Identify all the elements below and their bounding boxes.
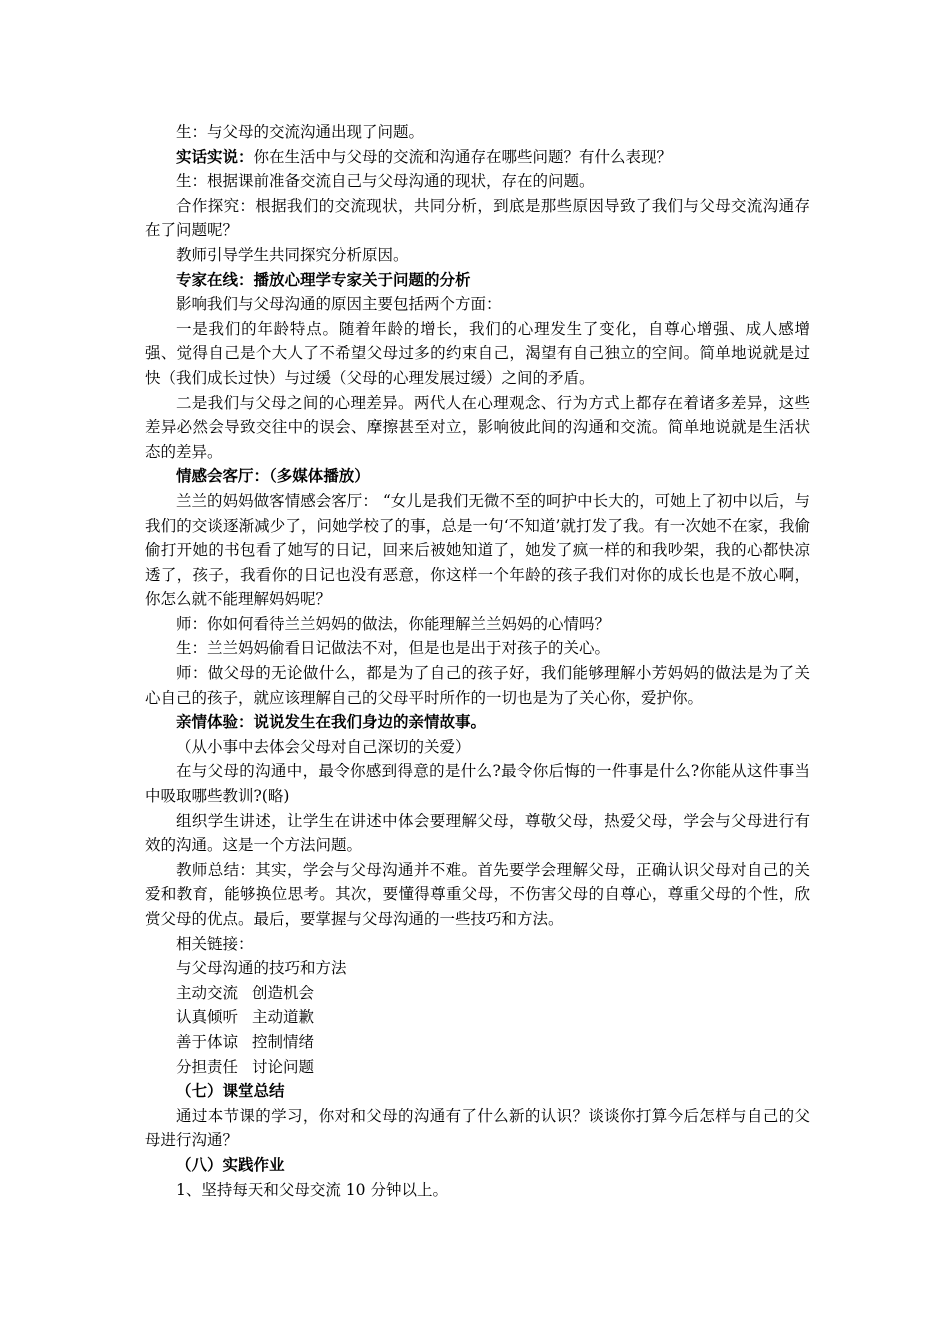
paragraph-text: 教师引导学生共同探究分析原因。 [176, 245, 409, 264]
paragraph-lead: 亲情体验：说说发生在我们身边的亲情故事。 [176, 712, 487, 732]
paragraph [145, 268, 810, 293]
paragraph [145, 292, 810, 317]
paragraph [145, 661, 810, 710]
tip-item: 主动道歉 [252, 1008, 315, 1027]
paragraph [145, 932, 810, 957]
paragraph [145, 169, 810, 194]
homework-item: 1、坚持每天和父母交流 10 分钟以上。 [176, 1180, 448, 1199]
paragraph-lead: 专家在线：播放心理学专家关于问题的分析 [176, 269, 471, 289]
paragraph-text: 在与父母的沟通中，最令你感到得意的是什么?最令你后悔的一件事是什么?你能从这件事当中吸取哪些教训?(略) [145, 762, 810, 806]
paragraph [145, 194, 810, 243]
paragraph [145, 858, 810, 932]
paragraph [145, 809, 810, 858]
paragraph [145, 735, 810, 760]
paragraph-lead: 实话实说： [176, 146, 254, 166]
paragraph-text: 相关链接： [176, 934, 254, 953]
tip-item: 讨论问题 [252, 1057, 315, 1076]
paragraph-list [145, 120, 810, 981]
paragraph [145, 120, 810, 145]
tip-row [145, 1030, 810, 1055]
paragraph-text: 你在生活中与父母的交流和沟通存在哪些问题？有什么表现？ [253, 147, 673, 166]
paragraph-text: 一是我们的年龄特点。随着年龄的增长，我们的心理发生了变化，自尊心增强、成人感增强、觉得自己是个大人了不希望父母过多的约束自己，渴望有自己独立的空间。简单地说就是过快（我们成长过快）与过缓（父母的心理发展过缓）之间的矛盾。 [145, 319, 810, 387]
paragraph-text: 师：做父母的无论做什么，都是为了自己的孩子好，我们能够理解小芳妈妈的做法是为了关心自己的孩子，就应该理解自己的父母平时所作的一切也是为了关心你，爱护你。 [145, 664, 810, 707]
paragraph [145, 243, 810, 268]
tip-item: 创造机会 [252, 983, 315, 1002]
paragraph [145, 636, 810, 661]
paragraph-text: 与父母沟通的技巧和方法 [176, 959, 347, 978]
tip-row [145, 1055, 810, 1080]
summary-text: 通过本节课的学习，你对和父母的沟通有了什么新的认识？谈谈你打算今后怎样与自己的父母进行沟通？ [145, 1106, 810, 1150]
paragraph-text: 组织学生讲述，让学生在讲述中体会要理解父母，尊敬父母，热爱父母，学会与父母进行有效的沟通。这是一个方法问题。 [145, 811, 810, 855]
paragraph-text: 影响我们与父母沟通的原因主要包括两个方面： [176, 295, 502, 314]
paragraph-text: 教师总结：其实，学会与父母沟通并不难。首先要学会理解父母，正确认识父母对自己的关爱和教育，能够换位思考。其次，要懂得尊重父母，不伤害父母的自尊心，尊重父母的个性，欣赏父母的优点。最后，要掌握与父母沟通的一些技巧和方法。 [145, 860, 810, 928]
paragraph-text: 兰兰的妈妈做客情感会客厅： “女儿是我们无微不至的呵护中长大的，可她上了初中以后，与我们的交谈逐渐减少了，问她学校了的事，总是一句‘不知道’就打发了我。有一次她不在家，我偷偷打开她的书包看了她写的日记，回来后被她知道了，她发了疯一样的和我吵架，我的心都快凉透了，孩子，我看你的日记也没有恶意，你这样一个年龄的孩子我们对你的成长也是不放心啊，你怎么就不能理解妈妈呢？ [145, 491, 810, 609]
paragraph [145, 317, 810, 391]
tip-row [145, 1005, 810, 1030]
tip-item: 控制情绪 [252, 1032, 315, 1051]
paragraph [145, 489, 810, 612]
tip-item: 主动交流 [176, 983, 239, 1002]
paragraph-text: 生：兰兰妈妈偷看日记做法不对，但是也是出于对孩子的关心。 [176, 639, 611, 658]
paragraph [145, 759, 810, 808]
homework-heading: （八）实践作业 [176, 1154, 285, 1174]
paragraph-text: 生：与父母的交流沟通出现了问题。 [176, 123, 425, 141]
paragraph [145, 956, 810, 981]
tips-list [145, 981, 810, 1079]
paragraph [145, 612, 810, 637]
tip-item: 分担责任 [176, 1057, 239, 1076]
tip-item: 认真倾听 [176, 1008, 239, 1027]
paragraph [145, 710, 810, 735]
paragraph [145, 391, 810, 465]
paragraph-text: 合作探究：根据我们的交流现状，共同分析，到底是那些原因导致了我们与父母交流沟通存在了问题呢？ [145, 196, 810, 240]
document-page [145, 120, 810, 1202]
summary-heading: （七）课堂总结 [176, 1081, 285, 1101]
paragraph-text: （从小事中去体会父母对自己深切的关爱） [176, 737, 471, 756]
paragraph-text: 二是我们与父母之间的心理差异。两代人在心理观念、行为方式上都存在着诸多差异，这些差异必然会导致交往中的误会、摩擦甚至对立，影响彼此间的沟通和交流。简单地说就是生活状态的差异。 [145, 393, 810, 461]
paragraph [145, 464, 810, 489]
paragraph [145, 145, 810, 170]
paragraph-text: 生：根据课前准备交流自己与父母沟通的现状，存在的问题。 [176, 172, 595, 191]
tip-row [145, 981, 810, 1006]
tip-item: 善于体谅 [176, 1032, 239, 1051]
paragraph-lead: 情感会客厅：（多媒体播放） [176, 466, 370, 486]
paragraph-text: 师：你如何看待兰兰妈妈的做法，你能理解兰兰妈妈的心情吗？ [176, 614, 611, 633]
